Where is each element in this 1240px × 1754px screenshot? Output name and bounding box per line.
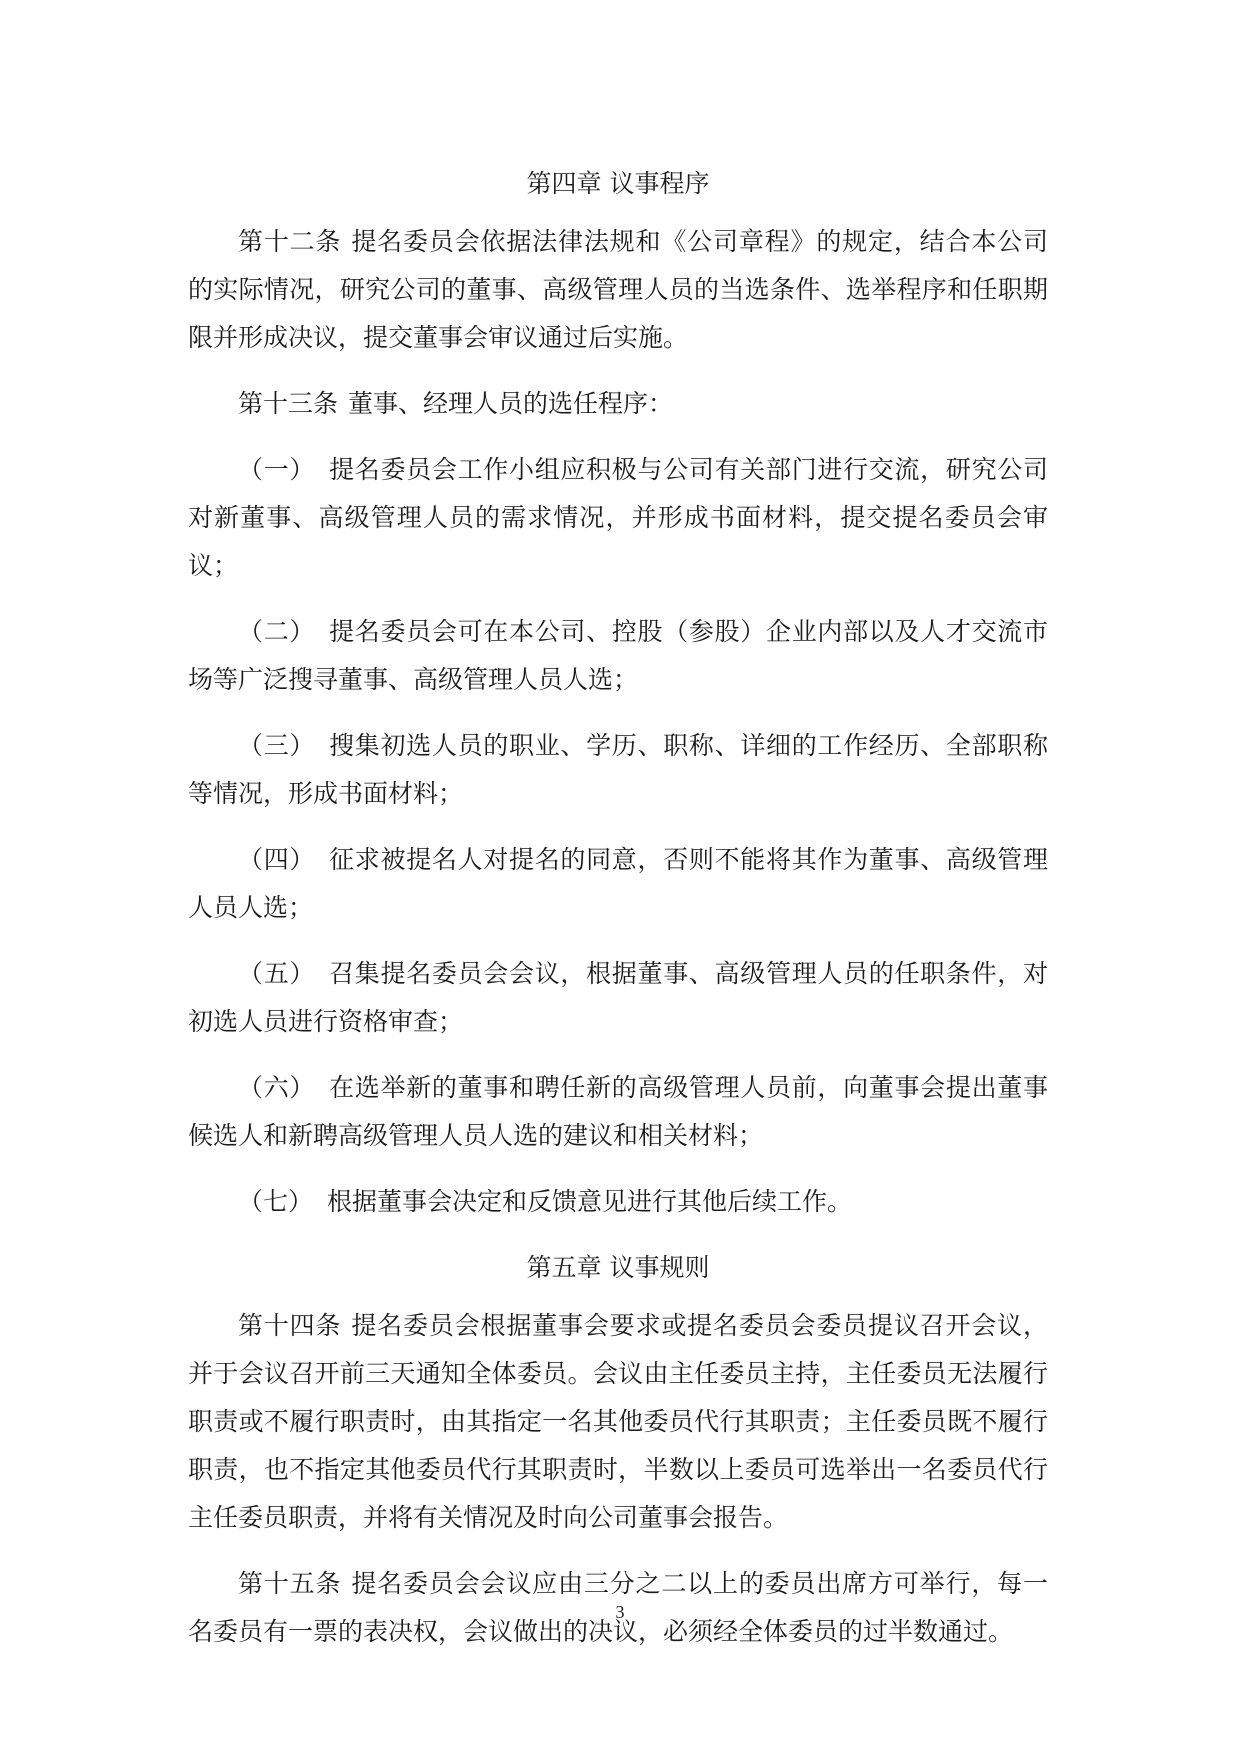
item-number: （三）	[238, 731, 316, 760]
item-text: 搜集初选人员的职业、学历、职称、详细的工作经历、全部职称等情况，形成书面材料；	[188, 731, 1048, 808]
chapter-4-title: 第四章 议事程序	[526, 169, 710, 198]
chapter-5-title: 第五章 议事规则	[526, 1253, 710, 1282]
article-12-number: 第十二条	[238, 227, 342, 256]
article-13-item-6	[188, 1064, 1048, 1160]
article-12	[188, 218, 1048, 362]
item-number: （二）	[238, 617, 316, 646]
item-number: （四）	[238, 845, 316, 874]
article-13-item-1	[188, 446, 1048, 590]
item-text: 征求被提名人对提名的同意，否则不能将其作为董事、高级管理人员人选；	[188, 845, 1048, 922]
article-13-item-4	[188, 836, 1048, 932]
article-13-number: 第十三条	[238, 389, 339, 418]
article-15-text: 提名委员会会议应由三分之二以上的委员出席方可举行，每一名委员有一票的表决权，会议做出的决议，必须经全体委员的过半数通过。	[188, 1569, 1048, 1646]
article-14-number: 第十四条	[238, 1311, 342, 1340]
article-13-item-2	[188, 608, 1048, 704]
article-13-item-3	[188, 722, 1048, 818]
page-number: 3	[615, 1602, 625, 1622]
item-number: （五）	[238, 959, 316, 988]
item-text: 提名委员会工作小组应积极与公司有关部门进行交流，研究公司对新董事、高级管理人员的需求情况，并形成书面材料，提交提名委员会审议；	[188, 455, 1048, 580]
article-15-number: 第十五条	[238, 1569, 342, 1598]
article-13-text: 董事、经理人员的选任程序：	[348, 389, 674, 418]
document-page	[188, 160, 1048, 1674]
item-text: 根据董事会决定和反馈意见进行其他后续工作。	[327, 1187, 853, 1216]
article-13-item-5	[188, 950, 1048, 1046]
item-text: 召集提名委员会会议，根据董事、高级管理人员的任职条件，对初选人员进行资格审查；	[188, 959, 1048, 1036]
article-12-text: 提名委员会依据法律法规和《公司章程》的规定，结合本公司的实际情况，研究公司的董事、高级管理人员的当选条件、选举程序和任职期限并形成决议，提交董事会审议通过后实施。	[188, 227, 1048, 352]
item-text: 在选举新的董事和聘任新的高级管理人员前，向董事会提出董事候选人和新聘高级管理人员人选的建议和相关材料；	[188, 1073, 1048, 1150]
article-14-text: 提名委员会根据董事会要求或提名委员会委员提议召开会议，并于会议召开前三天通知全体委员。会议由主任委员主持，主任委员无法履行职责或不履行职责时，由其指定一名其他委员代行其职责；主任委员既不履行职责，也不指定其他委员代行其职责时，半数以上委员可选举出一名委员代行主任委员职责，并将有关情况及时向公司董事会报告。	[188, 1311, 1048, 1532]
article-14	[188, 1302, 1048, 1542]
item-text: 提名委员会可在本公司、控股（参股）企业内部以及人才交流市场等广泛搜寻董事、高级管理人员人选；	[188, 617, 1048, 694]
article-13-item-7	[188, 1178, 1048, 1226]
item-number: （一）	[238, 455, 316, 484]
article-13	[188, 380, 1048, 428]
item-number: （七）	[238, 1187, 314, 1216]
item-number: （六）	[238, 1073, 316, 1102]
